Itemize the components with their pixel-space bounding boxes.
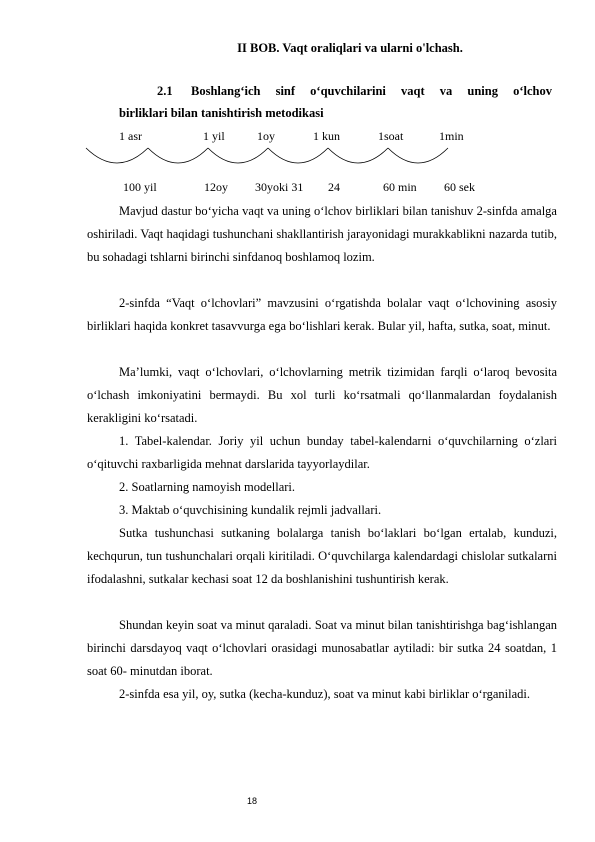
scale-top-label: 1 yil <box>203 129 225 143</box>
section-heading-line1: Boshlang‘ich sinf o‘quvchilarini vaqt va uning o‘lchov <box>191 84 552 98</box>
paragraph: 1. Tabel-kalendar. Joriy yil uchun bunday tabel-kalendarni o‘quvchilarning o‘zlari o‘qituvchi raxbarligida mehnat darslarida tayyorlaydilar. <box>87 434 557 471</box>
paragraph: 2-sinfda esa yil, oy, sutka (kecha-kunduz), soat va minut kabi birliklar o‘rganiladi. <box>119 687 530 701</box>
scale-arc <box>388 148 448 163</box>
scale-top-label: 1oy <box>257 129 275 143</box>
page-number: 18 <box>247 796 258 806</box>
paragraph: 2-sinfda “Vaqt o‘lchovlari” mavzusini o‘rgatishda bolalar vaqt o‘lchovining asosiy birliklari haqida konkret tasavvurga ega bo‘lishlari kerak. Bular yil, hafta, sutka, soat, minut. <box>87 296 557 333</box>
scale-bottom-label: 100 yil <box>123 180 157 194</box>
scale-bottom-label: 12oy <box>204 180 228 194</box>
paragraph: 2. Soatlarning namoyish modellari. <box>119 480 296 494</box>
scale-arc <box>268 148 328 163</box>
section-number: 2.1 <box>157 84 173 98</box>
scale-arc <box>86 148 148 163</box>
scale-top-label: 1 kun <box>313 129 340 143</box>
scale-arc <box>148 148 208 163</box>
scale-bottom-label: 60 min <box>383 180 417 194</box>
paragraph: Ma’lumki, vaqt o‘lchovlari, o‘lchovlarning metrik tizimidan farqli o‘laroq bevosita o‘lchash imkoniyatini bermaydi. Bu xol turli ko‘rsatmali qo‘llanmalardan foydalanish kerakligini ko‘rsatadi. <box>87 365 557 425</box>
chapter-title: II BOB. Vaqt oraliqlari va ularni o'lchash. <box>237 41 463 55</box>
section-heading-line2: birliklari bilan tanishtirish metodikasi <box>119 106 324 120</box>
paragraph: 3. Maktab o‘quvchisining kundalik rejmli jadvallari. <box>119 503 382 517</box>
paragraph: Mavjud dastur bo‘yicha vaqt va uning o‘lchov birliklari bilan tanishuv 2-sinfda amalga oshiriladi. Vaqt haqidagi tushunchani shakllantirish jarayonidagi murakkablikni nazarda tutib, bu sohadagi tshlarni birinchi sinfdanoq boshlamoq lozim. <box>87 204 557 264</box>
scale-top-label: 1soat <box>378 129 404 143</box>
scale-bottom-label: 24 <box>328 180 340 194</box>
paragraph: Sutka tushunchasi sutkaning bolalarga tanish bo‘laklari bo‘lgan ertalab, kunduzi, kechqurun, tun tushunchalari orqali kiritiladi. O‘quvchilarga kalendardagi chislolar sutkalarni ifodalashni, sutkalar kechasi soat 12 da boshlanishini tushuntirish kerak. <box>87 526 557 586</box>
scale-top-label: 1 asr <box>119 129 142 143</box>
paragraph: Shundan keyin soat va minut qaraladi. Soat va minut bilan tanishtirishga bag‘ishlangan birinchi darsdayoq vaqt o‘lchovlari orasidagi munosabatlar aytiladi: bir sutka 24 soatdan, 1 soat 60- minutdan iborat. <box>87 618 557 678</box>
scale-bottom-label: 60 sek <box>444 180 475 194</box>
scale-bottom-label: 30yoki 31 <box>255 180 304 194</box>
scale-arc <box>208 148 268 163</box>
scale-arc <box>328 148 388 163</box>
scale-top-label: 1min <box>439 129 464 143</box>
